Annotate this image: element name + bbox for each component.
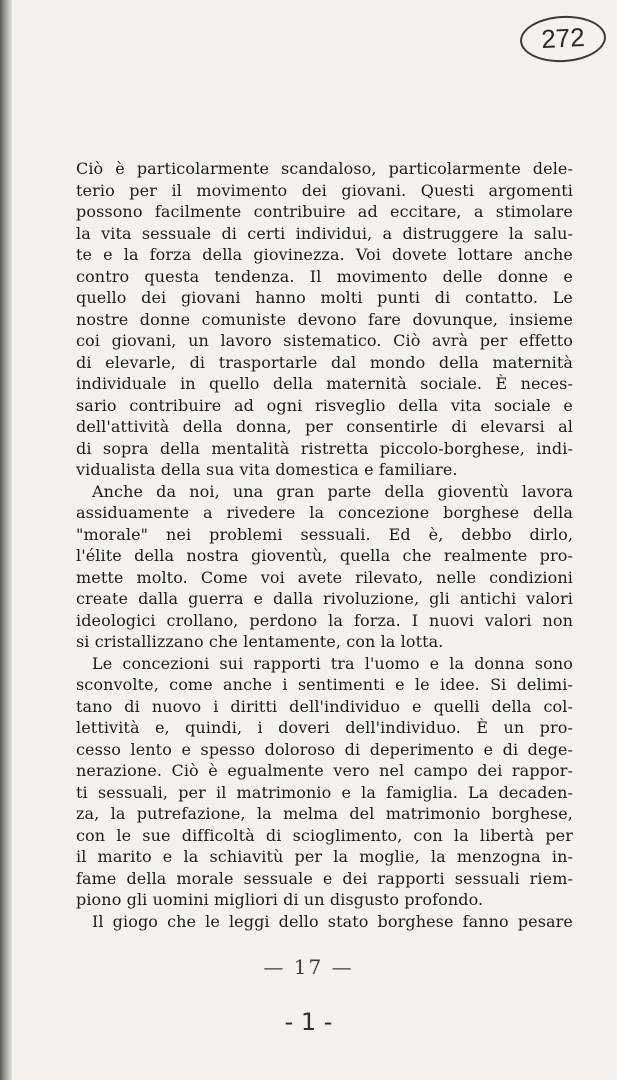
page-folio: — 17 — (263, 955, 354, 979)
text-line: Il giogo che le leggi dello stato borghese fanno pesare (92, 911, 573, 931)
text-line: tano di nuovo i diritti dell'individuo e quelli della col- (76, 696, 573, 716)
text-line: assiduamente a rivedere la concezione borghese della (76, 503, 573, 522)
text-line: Ciò è particolarmente scandaloso, particolarmente dele- (76, 159, 573, 178)
text-line: individuale in quello della maternità sociale. È neces- (76, 374, 573, 393)
page-number-stamp: 272 (519, 14, 607, 64)
text-line: cesso lento e spesso doloroso di deperimento e di dege- (76, 739, 573, 759)
text-line: sario contribuire ad ogni risveglio della vita sociale e (76, 395, 573, 415)
text-line: Le concezioni sui rapporti tra l'uomo e la donna sono (92, 653, 573, 673)
text-line: lettività e, quindi, i doveri dell'individuo. È un pro- (76, 718, 573, 737)
text-line: Anche da noi, una gran parte della gioventù lavora (92, 481, 573, 501)
text-line: nerazione. Ciò è egualmente vero nel campo dei rappor- (76, 761, 573, 780)
body-text (76, 158, 573, 932)
text-line: fame della morale sessuale e dei rapporti sessuali riem- (76, 868, 573, 888)
text-line: coi giovani, un lavoro sistematico. Ciò avrà per effetto (76, 331, 573, 350)
text-line: di elevarle, di trasportarle dal mondo della maternità (76, 352, 573, 372)
paragraph (76, 911, 573, 933)
text-line: te e la forza della giovinezza. Voi dovete lottare anche (76, 245, 573, 264)
paragraph (76, 158, 573, 481)
text-line: ideologici crollano, perdono la forza. I nuovi valori non (76, 610, 573, 630)
handwritten-page-number: - 1 - (284, 1008, 333, 1036)
paragraph (76, 481, 573, 653)
text-line: ti sessuali, per il matrimonio e la famiglia. La decaden- (76, 782, 573, 802)
text-line: piono gli uomini migliori di un disgusto profondo. (76, 890, 484, 909)
text-line: vidualista della sua vita domestica e familiare. (76, 460, 458, 479)
text-line: mette molto. Come voi avete rilevato, nelle condizioni (76, 567, 573, 587)
text-line: create dalla guerra e dalla rivoluzione, gli antichi valori (76, 589, 573, 608)
text-line: "morale" nei problemi sessuali. Ed è, debbo dirlo, (76, 524, 573, 544)
text-line: la vita sessuale di certi individui, a distruggere la salu- (76, 223, 573, 243)
text-line: contro questa tendenza. Il movimento delle donne e (76, 266, 573, 286)
text-line: l'élite della nostra gioventù, quella che realmente pro- (76, 546, 573, 565)
text-line: terio per il movimento dei giovani. Questi argomenti (76, 180, 573, 200)
text-line: possono facilmente contribuire ad eccitare, a stimolare (76, 202, 573, 221)
text-line: dell'attività della donna, per consentirle di elevarsi al (76, 417, 573, 436)
text-line: con le sue difficoltà di scioglimento, con la libertà per (76, 825, 573, 845)
text-line: di sopra della mentalità ristretta piccolo-borghese, indi- (76, 438, 573, 458)
text-line: sconvolte, come anche i sentimenti e le idee. Si delimi- (76, 675, 573, 694)
paragraph (76, 653, 573, 911)
page-edge-shadow (0, 0, 12, 1080)
text-line: quello dei giovani hanno molti punti di contatto. Le (76, 288, 573, 307)
text-line: nostre donne comuniste devono fare dovunque, insieme (76, 309, 573, 329)
text-line: za, la putrefazione, la melma del matrimonio borghese, (76, 804, 573, 823)
text-line: il marito e la schiavitù per la moglie, la menzogna in- (76, 847, 573, 866)
text-line: si cristallizzano che lentamente, con la lotta. (76, 632, 444, 651)
